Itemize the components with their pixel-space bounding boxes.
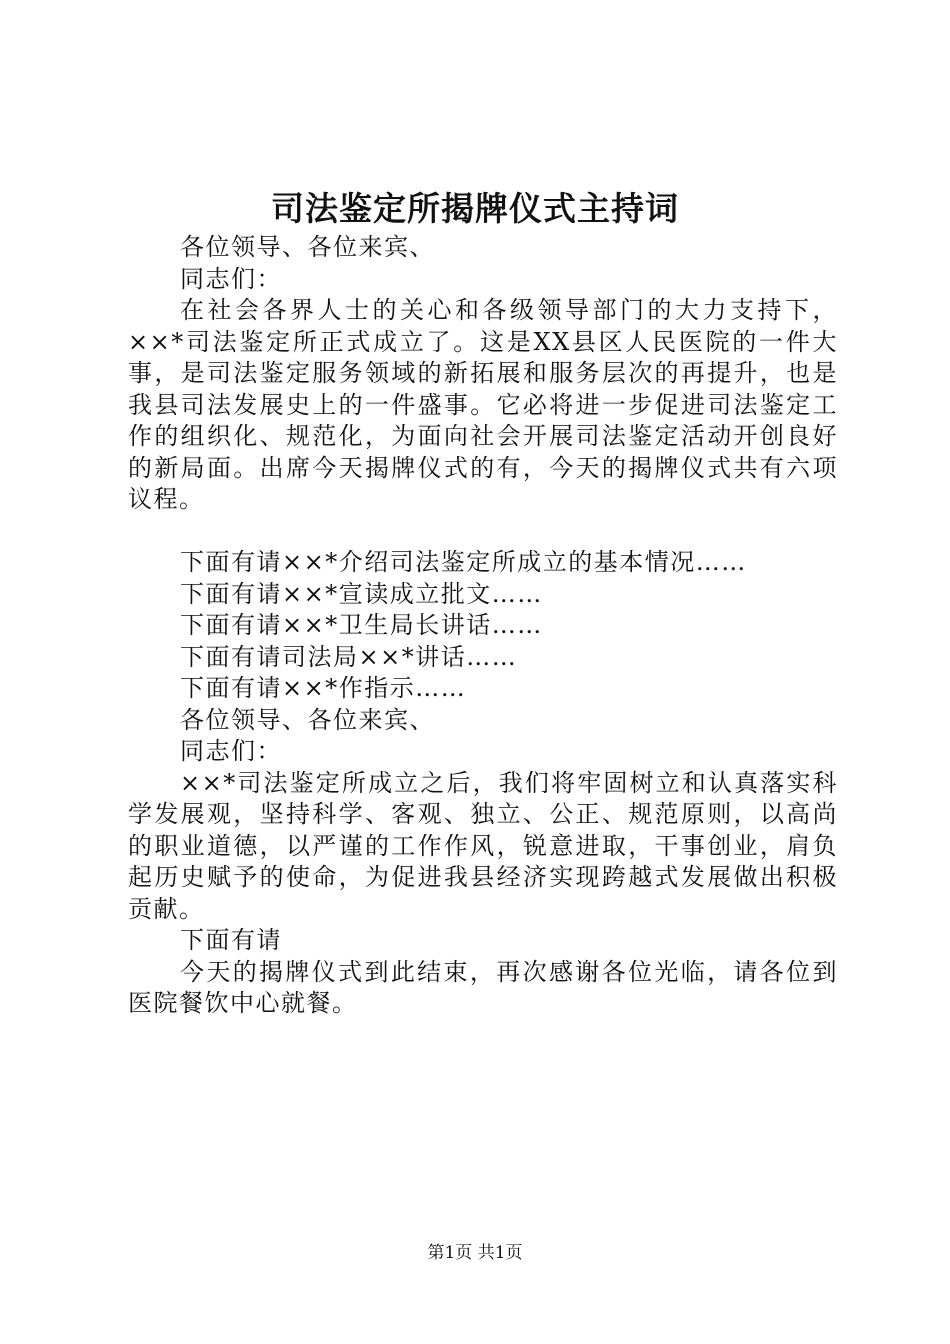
paragraph-greeting-2: 同志们： [180, 264, 282, 293]
paragraph-agenda-2: 下面有请××*宣读成立批文…… [180, 579, 543, 608]
paragraph-agenda-5: 下面有请××*作指示…… [180, 674, 467, 702]
paragraph-commitment: ××*司法鉴定所成立之后，我们将牢固树立和认真落实科学发展观，坚持科学、客观、独立、公正、规范原则，以高尚的职业道德，以严谨的工作作风，锐意进取，干事创业，肩负起历史赋予的使命，为促进我县经济实现跨越式发展做出积极贡献。 [128, 768, 838, 923]
paragraph-greeting-1: 各位领导、各位来宾、 [180, 233, 435, 261]
paragraph-spacer [128, 516, 838, 548]
page-footer: 第1页 共1页 [427, 1243, 523, 1263]
paragraph-agenda-1: 下面有请××*介绍司法鉴定所成立的基本情况…… [180, 548, 747, 576]
paragraph-agenda-4: 下面有请司法局××*讲话…… [180, 642, 518, 671]
paragraph-opening: 在社会各界人士的关心和各级领导部门的大力支持下，××*司法鉴定所正式成立了。这是XX县区人民医院的一件大事，是司法鉴定服务领域的新拓展和服务层次的再提升，也是我县司法发展史上的一件盛事。它必将进一步促进司法鉴定工作的组织化、规范化，为面向社会开展司法鉴定活动开创良好的新局面。出席今天揭牌仪式的有，今天的揭牌仪式共有六项议程。 [128, 296, 838, 513]
paragraph-next: 下面有请 [180, 926, 282, 954]
paragraph-closing: 今天的揭牌仪式到此结束，再次感谢各位光临，请各位到医院餐饮中心就餐。 [128, 957, 838, 1017]
paragraph-agenda-3: 下面有请××*卫生局长讲话…… [180, 611, 543, 639]
document-body [128, 232, 838, 1020]
paragraph-greeting-3: 各位领导、各位来宾、 [180, 705, 435, 734]
document-title: 司法鉴定所揭牌仪式主持词 [271, 189, 679, 228]
paragraph-greeting-4: 同志们： [180, 737, 282, 765]
